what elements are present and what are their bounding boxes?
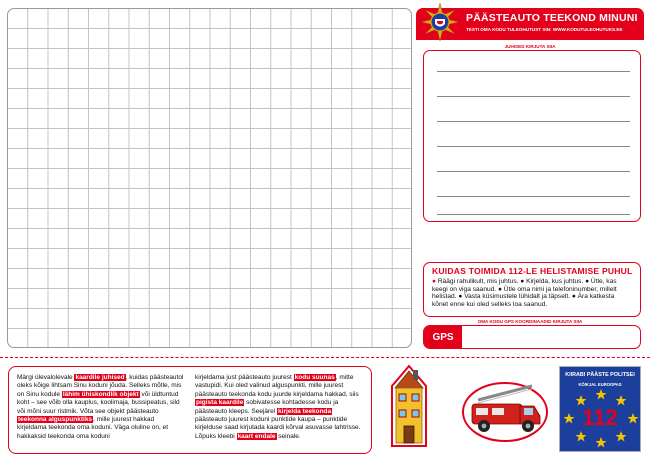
map-grid[interactable] <box>7 8 412 348</box>
house-sticker-icon[interactable] <box>386 362 432 450</box>
writing-line <box>437 171 630 172</box>
writing-line <box>437 214 630 215</box>
writing-line <box>437 71 630 72</box>
instr-highlight: kaardile juhised <box>75 374 125 381</box>
emergency-steps: Räägi rahulikult, mis juhtus. ● Kirjelda, kus juhtus. ● Ütle, kas keegi on viga saanud. ● Ütle oma nimi ja telefoninumber, millelt helistad. ● Vasta küsimustele lühidalt ja täpselt. ● Ära katkesta kõnet enne kui oled selleks loa saanud. <box>432 278 617 308</box>
instr-text: sobivatesse kohtadesse kodu ja päästeauto kleeps. Seejärel <box>195 399 339 415</box>
writing-line <box>437 196 630 197</box>
rescue-emblem-icon <box>420 2 460 42</box>
instructions-column-2 <box>195 374 363 446</box>
bullet-icon: ● <box>432 278 438 285</box>
instr-highlight: kodu suunas <box>294 374 335 381</box>
writing-line <box>437 121 630 122</box>
emergency-112-badge <box>559 366 641 452</box>
instr-text: seinale. <box>276 432 301 440</box>
instr-highlight: kaart endale <box>237 432 276 440</box>
emergency-text <box>432 278 632 308</box>
instr-text: või üldtuntud koht – see võib olla kauplus, koolimaja, bussipeatus, sild või mõni suur ristmik. Võta see objekt päästeauto <box>17 390 180 415</box>
page-title: PÄÄSTEAUTO TEEKOND MINUNI <box>466 12 638 24</box>
gps-label: GPS <box>424 326 462 348</box>
cut-line-divider <box>0 357 650 358</box>
instructions-column-1 <box>17 374 185 446</box>
emergency-title: KUIDAS TOIMIDA 112-LE HELISTAMISE PUHUL <box>432 266 633 276</box>
instr-highlight: lähim ühiskondlik objekt <box>62 390 139 398</box>
fire-truck-sticker-icon[interactable] <box>462 376 548 442</box>
instructions-panel <box>8 366 372 454</box>
instr-text: kirjeldama just päästeauto juurest <box>195 374 294 381</box>
instr-text: Märgi ülevalolevale <box>17 374 75 381</box>
instr-text: päästeauto juurest koduni punktide kaupa – punktide kirjelduse saad kirjutada kaardi kõrval asuvasse lahtrisse. Lõpuks kleebi <box>195 416 361 440</box>
page-subtitle: TESTI OMA KODU TULEOHUTUST SIN: WWW.KODUTULEOHUTUKS.EE <box>466 27 623 32</box>
directions-box[interactable] <box>423 50 641 222</box>
directions-caption: JUHISED KIRJUTA SIIA <box>504 44 556 49</box>
instr-text: , mille juurest hakkad kirjeldama teekonda oma koduni. Väga oluline on, et hakkaksid teekonda oma koduni <box>17 416 169 440</box>
instr-text: , kuidas päästeautol oleks kõige lihtsam Sinu koduni jõuda. Selleks mõtle, mis on Sinu kodule <box>17 374 184 398</box>
gps-input-box[interactable] <box>423 325 641 349</box>
emergency-number: 112 <box>582 405 618 430</box>
badge-services: KIIRABI PÄÄSTE POLITSEI <box>565 372 635 378</box>
badge-europe: KÕIKJAL EUROOPAS <box>578 382 622 387</box>
gps-caption: OMA KODU GPS KOORDINAADID KIRJUTA SIIA <box>477 319 583 324</box>
instr-highlight: kirjelda teekonda <box>278 407 332 415</box>
instr-highlight: teekonna alguspunktiks <box>18 416 93 424</box>
emergency-instructions-box <box>423 262 641 317</box>
writing-line <box>437 96 630 97</box>
instr-highlight: pigista kaardile <box>196 399 244 407</box>
instr-text: , mitte vastupidi. Kui oled valinud alguspunkti, mille juurest päästeauto teekonda kodu juurde kirjeldama hakkad, siis <box>195 374 359 398</box>
writing-line <box>437 146 630 147</box>
